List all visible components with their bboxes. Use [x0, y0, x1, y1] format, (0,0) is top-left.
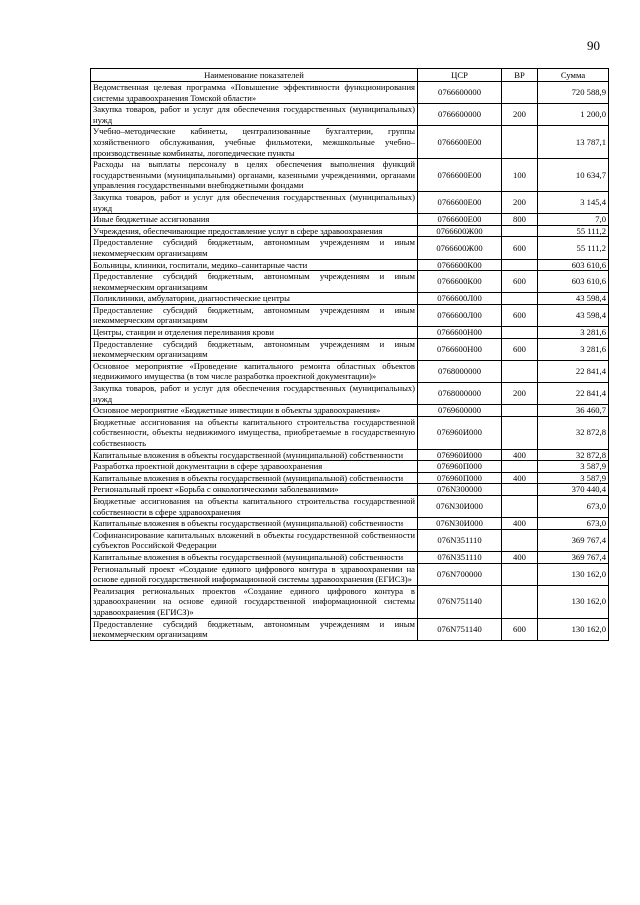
cell-sum: 55 111,2 — [538, 225, 609, 237]
cell-csr: 076N751140 — [418, 585, 502, 618]
cell-sum: 3 281,6 — [538, 338, 609, 360]
header-csr: ЦСР — [418, 69, 502, 82]
cell-csr: 0769600000 — [418, 405, 502, 417]
cell-sum: 3 587,9 — [538, 461, 609, 473]
cell-vr: 400 — [502, 449, 538, 461]
cell-csr: 0766600Л00 — [418, 304, 502, 326]
table-body — [91, 82, 609, 641]
cell-csr: 076N751140 — [418, 618, 502, 640]
cell-sum: 603 610,6 — [538, 259, 609, 271]
cell-vr — [502, 259, 538, 271]
cell-vr — [502, 484, 538, 496]
cell-vr: 400 — [502, 551, 538, 563]
cell-csr: 0766600К00 — [418, 259, 502, 271]
cell-csr: 0766600Ж00 — [418, 237, 502, 259]
cell-vr: 200 — [502, 383, 538, 405]
table-row — [91, 529, 609, 551]
cell-csr: 0766600К00 — [418, 271, 502, 293]
cell-csr: 076N30И000 — [418, 495, 502, 517]
cell-sum: 130 162,0 — [538, 585, 609, 618]
cell-name: Расходы на выплаты персоналу в целях обеспечения выполнения функций государственными (муниципальными) органами, казенными учреждениями, органами управления государственными внебюджетными фондами — [91, 159, 418, 192]
cell-vr: 200 — [502, 191, 538, 213]
cell-vr — [502, 327, 538, 339]
cell-csr: 076960И000 — [418, 449, 502, 461]
cell-sum: 673,0 — [538, 495, 609, 517]
cell-sum: 603 610,6 — [538, 271, 609, 293]
cell-sum: 130 162,0 — [538, 618, 609, 640]
cell-csr: 076N351110 — [418, 551, 502, 563]
cell-name: Учебно–методические кабинеты, централизованные бухгалтерии, группы хозяйственного обслуживания, учебные фильмотеки, межшкольные учебно–производственные комбинаты, логопедические пункты — [91, 126, 418, 159]
table-row — [91, 360, 609, 382]
cell-name: Капитальные вложения в объекты государственной (муниципальной) собственности — [91, 449, 418, 461]
cell-name: Закупка товаров, работ и услуг для обеспечения государственных (муниципальных) нужд — [91, 383, 418, 405]
cell-name: Основное мероприятие «Проведение капитального ремонта областных объектов недвижимого имущества (в том числе разработка проектной документации)» — [91, 360, 418, 382]
cell-sum: 3 145,4 — [538, 191, 609, 213]
cell-name: Капитальные вложения в объекты государственной (муниципальной) собственности — [91, 518, 418, 530]
cell-csr: 076960И000 — [418, 416, 502, 449]
cell-csr: 0768000000 — [418, 360, 502, 382]
table-row — [91, 338, 609, 360]
budget-table — [90, 68, 609, 641]
cell-name: Разработка проектной документации в сфере здравоохранения — [91, 461, 418, 473]
cell-name: Закупка товаров, работ и услуг для обеспечения государственных (муниципальных) нужд — [91, 104, 418, 126]
cell-vr — [502, 461, 538, 473]
table-row — [91, 551, 609, 563]
table-row — [91, 237, 609, 259]
table-row — [91, 191, 609, 213]
cell-vr — [502, 360, 538, 382]
cell-csr: 0766600Н00 — [418, 327, 502, 339]
cell-sum: 130 162,0 — [538, 563, 609, 585]
cell-vr — [502, 405, 538, 417]
cell-sum: 10 634,7 — [538, 159, 609, 192]
cell-vr: 400 — [502, 518, 538, 530]
cell-name: Реализация региональных проектов «Создание единого цифрового контура в здравоохранении на основе единой государственной информационной системы здравоохранения (ЕГИСЗ)» — [91, 585, 418, 618]
cell-vr: 600 — [502, 304, 538, 326]
cell-vr: 600 — [502, 237, 538, 259]
cell-name: Иные бюджетные ассигнования — [91, 214, 418, 226]
cell-csr: 0766600Е00 — [418, 214, 502, 226]
table-row — [91, 225, 609, 237]
table-row — [91, 214, 609, 226]
cell-name: Учреждения, обеспечивающие предоставление услуг в сфере здравоохранения — [91, 225, 418, 237]
cell-csr: 0766600Л00 — [418, 293, 502, 305]
cell-csr: 0768000000 — [418, 383, 502, 405]
cell-vr — [502, 225, 538, 237]
table-row — [91, 304, 609, 326]
cell-csr: 076N700000 — [418, 563, 502, 585]
cell-csr: 076N351110 — [418, 529, 502, 551]
cell-sum: 43 598,4 — [538, 293, 609, 305]
cell-vr — [502, 495, 538, 517]
cell-sum: 369 767,4 — [538, 529, 609, 551]
cell-csr: 076960П000 — [418, 472, 502, 484]
cell-name: Закупка товаров, работ и услуг для обеспечения государственных (муниципальных) нужд — [91, 191, 418, 213]
cell-csr: 0766600Е00 — [418, 126, 502, 159]
cell-sum: 370 440,4 — [538, 484, 609, 496]
cell-vr: 800 — [502, 214, 538, 226]
cell-sum: 32 872,8 — [538, 449, 609, 461]
table-row — [91, 518, 609, 530]
cell-name: Больницы, клиники, госпитали, медико–санитарные части — [91, 259, 418, 271]
table-row — [91, 327, 609, 339]
cell-name: Региональный проект «Создание единого цифрового контура в здравоохранении на основе единой государственной информационной системы здравоохранения (ЕГИСЗ)» — [91, 563, 418, 585]
cell-name: Поликлиники, амбулатории, диагностические центры — [91, 293, 418, 305]
cell-csr: 0766600Е00 — [418, 191, 502, 213]
cell-name: Предоставление субсидий бюджетным, автономным учреждениям и иным некоммерческим организациям — [91, 271, 418, 293]
cell-sum: 673,0 — [538, 518, 609, 530]
cell-name: Капитальные вложения в объекты государственной (муниципальной) собственности — [91, 551, 418, 563]
cell-name: Бюджетные ассигнования на объекты капитального строительства государственной собственности в сфере здравоохранения — [91, 495, 418, 517]
cell-name: Предоставление субсидий бюджетным, автономным учреждениям и иным некоммерческим организациям — [91, 618, 418, 640]
cell-sum: 32 872,8 — [538, 416, 609, 449]
cell-name: Предоставление субсидий бюджетным, автономным учреждениям и иным некоммерческим организациям — [91, 304, 418, 326]
table-row — [91, 563, 609, 585]
cell-name: Ведомственная целевая программа «Повышение эффективности функционирования системы здравоохранения Томской области» — [91, 82, 418, 104]
cell-sum: 43 598,4 — [538, 304, 609, 326]
cell-csr: 076N300000 — [418, 484, 502, 496]
cell-name: Предоставление субсидий бюджетным, автономным учреждениям и иным некоммерческим организациям — [91, 237, 418, 259]
cell-sum: 1 200,0 — [538, 104, 609, 126]
cell-name: Капитальные вложения в объекты государственной (муниципальной) собственности — [91, 472, 418, 484]
cell-sum: 13 787,1 — [538, 126, 609, 159]
cell-sum: 55 111,2 — [538, 237, 609, 259]
cell-sum: 22 841,4 — [538, 383, 609, 405]
cell-vr — [502, 82, 538, 104]
table-header-row — [91, 69, 609, 82]
table-row — [91, 383, 609, 405]
cell-sum: 7,0 — [538, 214, 609, 226]
cell-vr: 600 — [502, 618, 538, 640]
cell-csr: 0766600Н00 — [418, 338, 502, 360]
cell-vr: 600 — [502, 271, 538, 293]
cell-vr — [502, 126, 538, 159]
cell-name: Региональный проект «Борьба с онкологическими заболеваниями» — [91, 484, 418, 496]
cell-vr — [502, 563, 538, 585]
table-row — [91, 126, 609, 159]
cell-csr: 0766600Ж00 — [418, 225, 502, 237]
cell-name: Бюджетные ассигнования на объекты капитального строительства государственной собственности, объекты недвижимого имущества, приобретаемые в государственную собственность — [91, 416, 418, 449]
table-row — [91, 484, 609, 496]
header-vr: ВР — [502, 69, 538, 82]
cell-csr: 076960П000 — [418, 461, 502, 473]
cell-csr: 076N30И000 — [418, 518, 502, 530]
cell-sum: 369 767,4 — [538, 551, 609, 563]
table-row — [91, 461, 609, 473]
cell-vr: 100 — [502, 159, 538, 192]
cell-csr: 0766600000 — [418, 104, 502, 126]
cell-name: Центры, станции и отделения переливания крови — [91, 327, 418, 339]
cell-name: Предоставление субсидий бюджетным, автономным учреждениям и иным некоммерческим организациям — [91, 338, 418, 360]
cell-name: Основное мероприятие «Бюджетные инвестиции в объекты здравоохранения» — [91, 405, 418, 417]
table-row — [91, 416, 609, 449]
cell-sum: 3 587,9 — [538, 472, 609, 484]
table-row — [91, 585, 609, 618]
header-sum: Сумма — [538, 69, 609, 82]
table-row — [91, 618, 609, 640]
table-row — [91, 449, 609, 461]
cell-vr: 200 — [502, 104, 538, 126]
cell-vr — [502, 293, 538, 305]
table-row — [91, 259, 609, 271]
cell-name: Софинансирование капитальных вложений в объекты государственной собственности субъектов Российской Федерации — [91, 529, 418, 551]
table-row — [91, 104, 609, 126]
header-name: Наименование показателей — [91, 69, 418, 82]
cell-vr — [502, 529, 538, 551]
cell-vr: 400 — [502, 472, 538, 484]
table-row — [91, 271, 609, 293]
cell-sum: 22 841,4 — [538, 360, 609, 382]
table-row — [91, 82, 609, 104]
table-row — [91, 293, 609, 305]
cell-sum: 36 460,7 — [538, 405, 609, 417]
cell-sum: 720 588,9 — [538, 82, 609, 104]
table-row — [91, 495, 609, 517]
page-number: 90 — [587, 38, 600, 53]
cell-sum: 3 281,6 — [538, 327, 609, 339]
cell-csr: 0766600000 — [418, 82, 502, 104]
table-row — [91, 159, 609, 192]
table-row — [91, 472, 609, 484]
cell-vr — [502, 585, 538, 618]
table-row — [91, 405, 609, 417]
cell-csr: 0766600Е00 — [418, 159, 502, 192]
cell-vr — [502, 416, 538, 449]
cell-vr: 600 — [502, 338, 538, 360]
